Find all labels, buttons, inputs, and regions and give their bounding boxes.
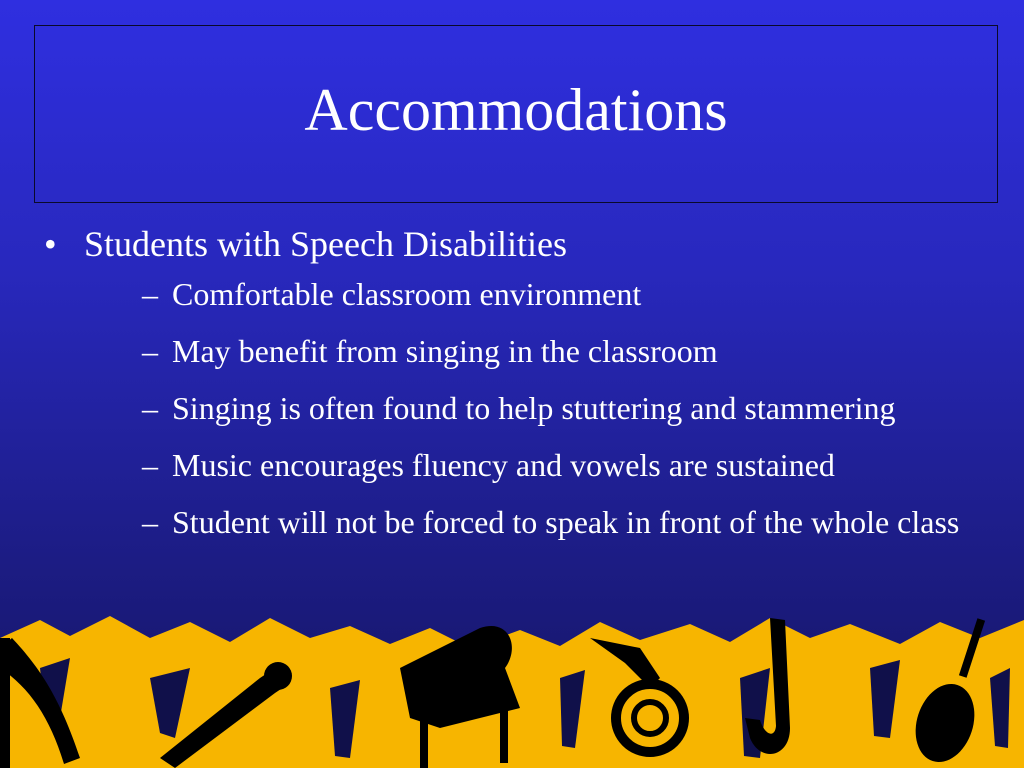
sub-list — [84, 277, 990, 540]
dash-mark: – — [142, 504, 158, 540]
dash-mark: – — [142, 276, 158, 312]
sub-item-text: Singing is often found to help stuttering and stammering — [172, 390, 896, 426]
sub-item — [84, 334, 990, 369]
bullet-text: Students with Speech Disabilities — [84, 224, 567, 264]
sub-item-text: Comfortable classroom environment — [172, 276, 642, 312]
sub-item — [84, 448, 990, 483]
sub-item — [84, 505, 990, 540]
music-instruments-banner — [0, 608, 1024, 768]
dash-mark: – — [142, 390, 158, 426]
slide-title: Accommodations — [304, 77, 728, 143]
sub-item — [84, 277, 990, 312]
dash-mark: – — [142, 333, 158, 369]
slide-body — [40, 222, 990, 562]
bullet-mark: • — [44, 224, 57, 264]
sub-item-text: Student will not be forced to speak in front of the whole class — [172, 504, 960, 540]
sub-item — [84, 391, 990, 426]
bullet-item — [40, 222, 990, 540]
sub-item-text: May benefit from singing in the classroom — [172, 333, 718, 369]
sub-item-text: Music encourages fluency and vowels are sustained — [172, 447, 835, 483]
title-placeholder — [34, 25, 998, 203]
dash-mark: – — [142, 447, 158, 483]
